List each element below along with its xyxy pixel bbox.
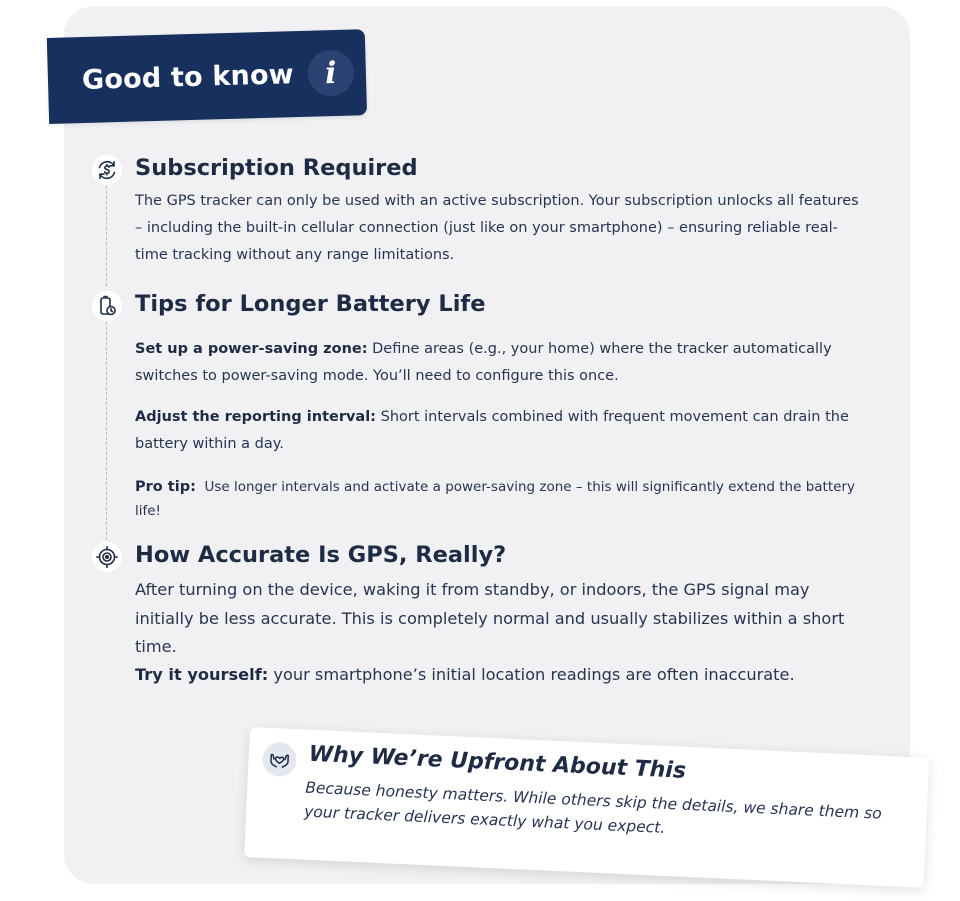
callout-title: Why We’re Upfront About This — [308, 741, 687, 784]
gps-accuracy-text: After turning on the device, waking it from standby, or indoors, the GPS signal may initially be less accurate. This is completely normal and usually stabilizes within a short time. — [135, 580, 845, 656]
heart-hands-icon — [262, 742, 298, 778]
dollar-cycle-icon — [92, 155, 122, 185]
battery-pro-tip — [135, 475, 870, 523]
good-to-know-badge — [47, 29, 367, 124]
gps-accuracy-title: How Accurate Is GPS, Really? — [135, 542, 507, 568]
battery-clock-icon — [92, 291, 122, 321]
timeline-connector — [106, 322, 107, 540]
badge-title: Good to know — [81, 58, 295, 96]
target-icon — [92, 542, 122, 572]
timeline-connector — [106, 186, 107, 286]
battery-tip-power-zone — [135, 336, 870, 390]
subscription-title: Subscription Required — [135, 155, 418, 181]
callout-text: Because honesty matters. While others skip the details, we share them so your tracker delivers exactly what you expect. — [303, 778, 883, 837]
tip-label: Adjust the reporting interval: — [135, 409, 376, 425]
tip-label: Set up a power-saving zone: — [135, 341, 368, 357]
battery-tip-interval — [135, 404, 870, 458]
gps-try-it-note — [135, 661, 870, 690]
note-label: Try it yourself: — [135, 665, 269, 684]
tip-text: Use longer intervals and activate a power-saving zone – this will significantly extend the battery life! — [135, 479, 860, 519]
tip-text: Define areas (e.g., your home) where the tracker automatically switches to power-saving mode. You’ll need to configure this once. — [135, 341, 832, 384]
tip-text: Short intervals combined with frequent movement can drain the battery within a day. — [135, 409, 849, 452]
subscription-text: The GPS tracker can only be used with an active subscription. Your subscription unlocks all features – including the built-in cellular connection (just like on your smartphone) – ensuring reliable real-time tracking without any range limitations. — [135, 193, 859, 263]
tip-label: Pro tip: — [135, 479, 196, 495]
battery-title: Tips for Longer Battery Life — [135, 291, 486, 317]
info-icon: i — [307, 49, 354, 96]
note-text: your smartphone’s initial location readings are often inaccurate. — [268, 665, 795, 684]
